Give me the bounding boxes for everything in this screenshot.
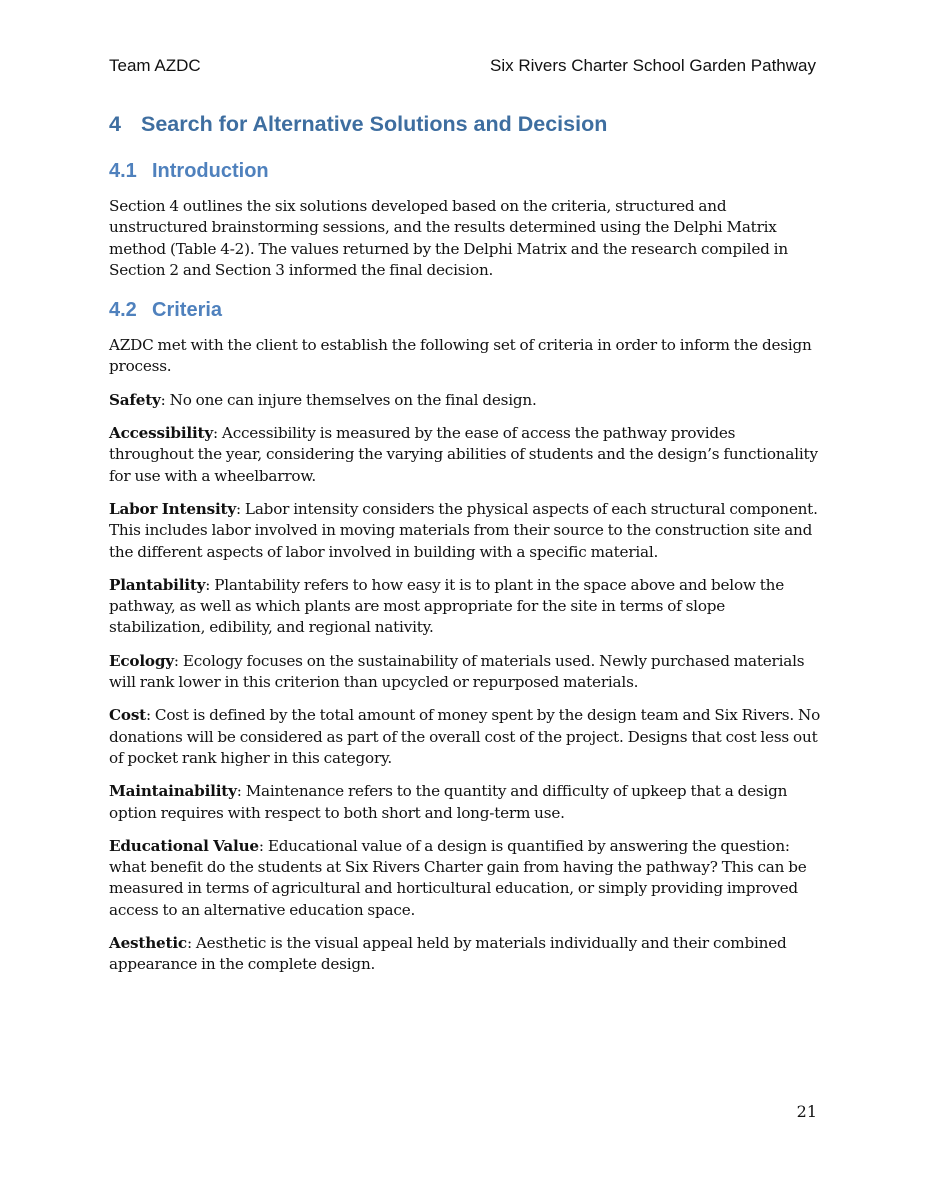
- criterion-term: Labor Intensity: [109, 499, 236, 518]
- criterion-description: : Plantability refers to how easy it is to plant in the space above and below the pathway, as well as which plants are most appropriate for the site in terms of slope stabilization, edibility, and regional nativity.: [109, 575, 784, 637]
- criterion-term: Maintainability: [109, 782, 237, 801]
- subsection-heading-introduction: [109, 158, 821, 184]
- criteria-lead-paragraph: AZDC met with the client to establish the following set of criteria in order to inform the design process.: [109, 336, 812, 376]
- criterion-term: Cost: [109, 706, 146, 725]
- criterion-description: : Accessibility is measured by the ease of access the pathway provides throughout the year, considering the varying abilities of students and the design’s functionality for use with a wheelbarrow.: [109, 424, 818, 485]
- criterion-maintainability: [109, 781, 821, 824]
- subsection-title: Introduction: [152, 160, 269, 182]
- criterion-term: Accessibility: [109, 424, 213, 443]
- criterion-term: Plantability: [109, 575, 206, 594]
- criterion-description: : Educational value of a design is quantified by answering the question: what benefit do the students at Six Rivers Charter gain from having the pathway? This can be measured in terms of agricultural and horticultural education, or simply providing improved access to an alternative education space.: [109, 836, 807, 919]
- criterion-term: Safety: [109, 390, 161, 409]
- criterion-description: : Ecology focuses on the sustainability of materials used. Newly purchased materials will rank lower in this criterion than upcycled or repurposed materials.: [109, 651, 805, 692]
- section-number: 4: [109, 112, 121, 136]
- section-title: Search for Alternative Solutions and Decision: [141, 112, 608, 136]
- criterion-term: Aesthetic: [109, 934, 187, 953]
- page-number: 21: [796, 1102, 817, 1121]
- criterion-ecology: [109, 651, 821, 694]
- criterion-accessibility: [109, 423, 821, 487]
- subsection-number: 4.2: [109, 299, 137, 322]
- subsection-number: 4.1: [109, 160, 137, 182]
- introduction-paragraph: Section 4 outlines the six solutions developed based on the criteria, structured and unstructured brainstorming sessions, and the results determined using the Delphi Matrix method (Table 4-2). The values returned by the Delphi Matrix and the research compiled in Section 2 and Section 3 informed the final decision.: [109, 197, 788, 279]
- criterion-description: : Cost is defined by the total amount of money spent by the design team and Six Rivers. No donations will be considered as part of the overall cost of the project. Designs that cost less out of pocket rank higher in this category.: [109, 706, 821, 767]
- criterion-description: : Aesthetic is the visual appeal held by materials individually and their combined appearance in the complete design.: [109, 934, 787, 974]
- criterion-labor-intensity: [109, 499, 821, 563]
- page-content: [109, 110, 821, 988]
- criterion-plantability: [109, 575, 821, 639]
- header-project-title: Six Rivers Charter School Garden Pathway: [490, 56, 816, 75]
- criterion-term: Ecology: [109, 651, 174, 670]
- subsection-title: Criteria: [152, 299, 223, 322]
- criterion-cost: [109, 705, 821, 769]
- criterion-description: : Labor intensity considers the physical aspects of each structural component. This includes labor involved in moving materials from their source to the construction site and the different aspects of labor involved in building with a specific material.: [109, 499, 818, 561]
- section-heading: [109, 110, 821, 138]
- criterion-description: : Maintenance refers to the quantity and difficulty of upkeep that a design option requires with respect to both short and long-term use.: [109, 782, 788, 822]
- subsection-heading-criteria: [109, 297, 821, 323]
- criterion-educational-value: [109, 836, 821, 921]
- criterion-term: Educational Value: [109, 836, 259, 855]
- criterion-safety: [109, 390, 821, 411]
- criterion-description: : No one can injure themselves on the final design.: [160, 390, 537, 409]
- criterion-aesthetic: [109, 933, 821, 976]
- header-team-name: Team AZDC: [109, 56, 201, 75]
